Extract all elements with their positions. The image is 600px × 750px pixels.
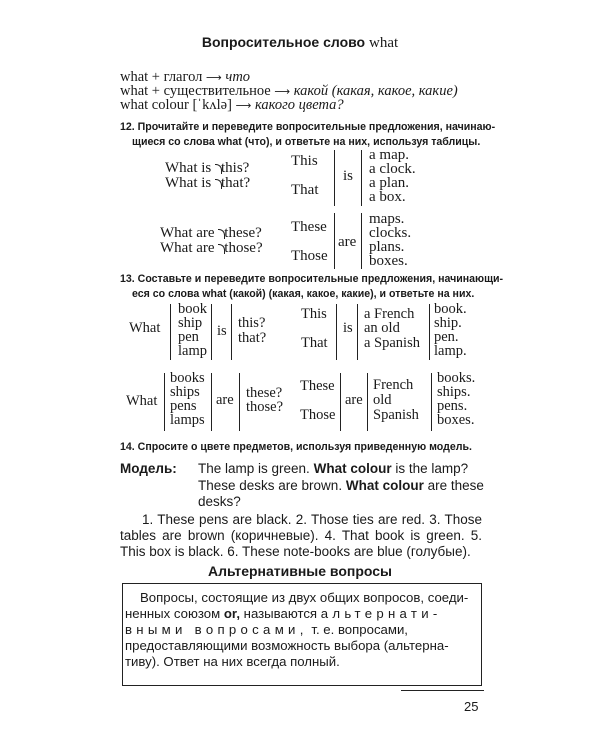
ex12-question-3: What are these? [160, 225, 262, 241]
table-cell-answer: pen. [434, 329, 459, 345]
table-cell-pronoun: These [291, 219, 327, 235]
table-cell-demonstrative: these? [246, 385, 283, 401]
footer-rule [401, 690, 484, 691]
link-arc-icon [215, 164, 221, 173]
ex14-exercise-text: 1. These pens are black. 2. Those ties are red. 3. Those tables are brown (коричневые). 4. That book is green. 5. This box is black. 6. These note-books are blue (голубые). [120, 512, 482, 559]
table-divider [211, 304, 212, 360]
rule-left: what + существительное [120, 83, 271, 99]
section-title-ru: Вопросительное слово [201, 34, 366, 50]
table-cell-noun: books [170, 370, 205, 386]
table-cell-answer: ship. [434, 315, 462, 331]
table-cell-noun: pen [178, 329, 199, 345]
table-cell-adjective: an old [364, 320, 400, 336]
rule-left: what + глагол [120, 69, 203, 85]
link-arc-icon [218, 244, 224, 253]
table-cell-verb: are [338, 234, 357, 250]
link-arc-icon [215, 179, 221, 188]
table-cell-answer: a box. [369, 189, 406, 205]
table-cell-answer: boxes. [437, 412, 475, 428]
table-cell-adjective: Spanish [373, 407, 419, 423]
table-cell-verb: is [343, 320, 353, 336]
table-cell-noun: lamp [178, 343, 207, 359]
table-divider [239, 373, 240, 431]
table-cell-verb: is [343, 168, 354, 184]
table-divider [164, 373, 165, 431]
ex12-question-1: What is this? [165, 160, 250, 176]
rule-box-line-1: Вопросы, состоящие из двух общих вопросов, соеди- [140, 590, 469, 605]
table-divider [431, 373, 432, 431]
table-cell-answer: lamp. [434, 343, 467, 359]
table-cell-noun: ship [178, 315, 203, 331]
arrow-right-icon: ⟶ [206, 71, 222, 84]
table-divider [334, 150, 335, 206]
table-cell-answer: maps. [369, 211, 405, 227]
ex12-task [120, 120, 495, 150]
table-cell-answer: clocks. [369, 225, 412, 241]
table-divider [429, 304, 430, 360]
arrow-right-icon: ⟶ [235, 99, 252, 112]
model-label: Модель: [120, 461, 177, 476]
table-cell-verb: are [345, 392, 363, 408]
table-cell-what: What [129, 320, 161, 336]
table-cell-verb: are [216, 392, 234, 408]
model-text: The lamp is green. What colour is the lamp? These desks are brown. What colour are these desks? [198, 461, 484, 509]
table-divider [231, 304, 232, 360]
ex14-task: 14. Спросите о цвете предметов, используя приведенную модель. [120, 441, 472, 453]
table-cell-adjective: French [373, 377, 414, 393]
table-divider [340, 373, 341, 431]
ex12-task-line-1: 12. Прочитайте и переведите вопросительные предложения, начинаю- [120, 121, 496, 133]
table-cell-what: What [126, 393, 158, 409]
rule-right: какой (какая, какое, какие) [293, 83, 458, 99]
table-divider [211, 373, 212, 431]
table-cell-adjective: a Spanish [364, 335, 420, 351]
table-cell-pronoun: Those [291, 248, 328, 264]
table-cell-verb: is [217, 323, 227, 339]
table-divider [336, 304, 337, 360]
table-cell-answer: pens. [437, 398, 468, 414]
table-cell-answer: a map. [369, 147, 409, 163]
table-divider [357, 304, 358, 360]
rule-box-line-3: вными вопросами, т. е. вопросами, [125, 622, 408, 637]
rule-right: что [225, 69, 251, 85]
table-cell-pronoun: This [301, 306, 327, 322]
table-cell-noun: pens [170, 398, 197, 414]
table-cell-answer: a clock. [369, 161, 416, 177]
ex12-question-2: What is that? [165, 175, 251, 191]
link-arc-icon [218, 229, 224, 238]
section-title-alternative: Альтернативные вопросы [207, 563, 393, 579]
table-divider [334, 213, 335, 269]
table-cell-answer: ships. [437, 384, 471, 400]
table-divider [170, 304, 171, 360]
table-cell-answer: boxes. [369, 253, 408, 269]
table-cell-answer: books. [437, 370, 476, 386]
table-divider [361, 213, 362, 269]
table-cell-demonstrative: this? [238, 315, 266, 331]
section-title [0, 34, 600, 52]
table-cell-demonstrative: that? [238, 330, 267, 346]
ex12-question-4: What are those? [160, 240, 263, 256]
rule-box-line-2: ненных союзом or, называются альтернати- [125, 606, 442, 621]
table-divider [361, 150, 362, 206]
ex13-task-line-1: 13. Составьте и переведите вопросительные предложения, начинающи- [120, 273, 504, 285]
rule-left: what colour [ˈkʌlə] [120, 97, 232, 113]
table-cell-answer: plans. [369, 239, 405, 255]
ex13-task-line-2: еся со слова what (какой) (какая, какое, какие), и ответьте на них. [132, 288, 475, 300]
arrow-right-icon: ⟶ [274, 85, 291, 98]
rule-box-line-5: тиву). Ответ на них всегда полный. [125, 654, 340, 669]
table-cell-noun: ships [170, 384, 200, 400]
table-cell-noun: lamps [170, 412, 205, 428]
table-cell-adjective: a French [364, 306, 415, 322]
ex13-task [120, 272, 503, 302]
table-cell-noun: book [178, 301, 207, 317]
table-cell-answer: book. [434, 301, 467, 317]
table-divider [367, 373, 368, 431]
section-title-en: what [369, 35, 399, 51]
table-cell-answer: a plan. [369, 175, 409, 191]
rule-right: какого цвета? [254, 97, 344, 113]
table-cell-pronoun: These [300, 378, 335, 394]
table-cell-pronoun: This [291, 153, 318, 169]
table-cell-pronoun: That [291, 182, 319, 198]
table-cell-pronoun: That [301, 335, 328, 351]
ex12-task-line-2: щиеся со слова what (что), и ответьте на них, используя таблицы. [132, 136, 481, 148]
table-cell-adjective: old [373, 392, 392, 408]
table-cell-pronoun: Those [300, 407, 336, 423]
rule-box-line-4: предоставляющими возможность выбора (альтерна- [125, 638, 449, 653]
rule-line-3 [120, 98, 344, 113]
conjunction-or: or, [223, 606, 240, 621]
page-number: 25 [464, 699, 479, 714]
table-cell-demonstrative: those? [246, 399, 284, 415]
